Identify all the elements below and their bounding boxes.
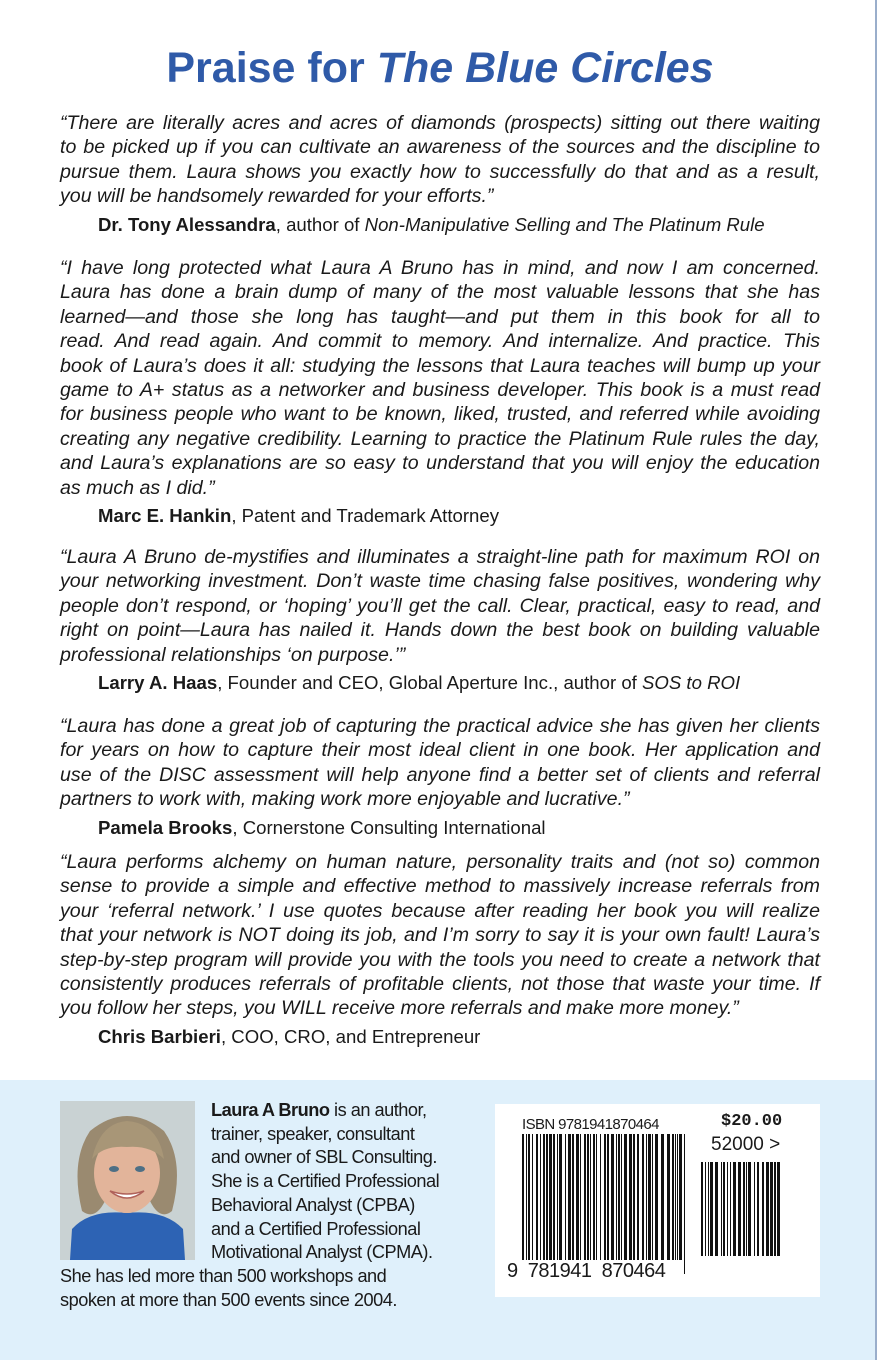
quote-line: creating any negative credibility. Learning to practice the Platinum Rule rules the day, [60, 427, 820, 450]
barcode-bar [723, 1162, 725, 1256]
testimonial-quote [60, 111, 820, 209]
barcode-bar [584, 1134, 586, 1260]
barcode-bar [637, 1134, 639, 1260]
isbn-barcode [522, 1134, 687, 1274]
barcode-bar [629, 1134, 632, 1260]
quote-line: partners to work with, making work more enjoyable and lucrative.” [60, 788, 630, 811]
attribution-name: Dr. Tony Alessandra [98, 213, 276, 235]
quote-line: for business people who want to be known, liked, trusted, and referred while avoiding [60, 403, 820, 426]
barcode-bar [705, 1162, 706, 1256]
quote-line: book of Laura’s does it all: studying the lessons that Laura teaches will bump up your [60, 354, 820, 377]
quote-line: “Laura A Bruno de-mystifies and illuminates a straight-line path for maximum ROI on [60, 546, 820, 568]
barcode-bar [536, 1134, 538, 1260]
attribution-role: , Founder and CEO, Global Aperture Inc., author of [217, 672, 642, 693]
barcode-bar [774, 1162, 776, 1256]
barcode-bar [526, 1134, 527, 1274]
barcode-bar [616, 1134, 617, 1260]
barcode-bar [580, 1134, 581, 1260]
barcode-bar [590, 1134, 591, 1260]
quote-line: your ‘referral network.’ I use quotes because after reading her book you will realize [60, 899, 820, 922]
quote-line: use of the DISC assessment will help anyone find a better set of clients and referral [60, 763, 820, 786]
quote-line: Laura has done a brain dump of many of the most valuable lessons that she has [60, 281, 820, 304]
bio-line: Behavioral Analyst (CPBA) [211, 1194, 415, 1215]
barcode-bar [667, 1134, 670, 1260]
quote-line: professional relationships ‘on purpose.’” [60, 643, 406, 666]
barcode-bar [727, 1162, 728, 1256]
barcode-bar [587, 1134, 589, 1260]
bio-line: and a Certified Professional [211, 1218, 421, 1239]
price-barcode [701, 1162, 783, 1270]
book-title: The Blue Circles [376, 44, 714, 92]
quote-line: people don’t respond, or ‘hoping’ you’ll get the call. Clear, practical, easy to read, and [60, 594, 820, 617]
price: $20.00 [721, 1112, 783, 1131]
barcode-bar [618, 1134, 620, 1260]
barcode-bar [522, 1134, 524, 1274]
barcode-bar [593, 1134, 595, 1260]
page-title [0, 40, 880, 96]
barcode-bar [528, 1134, 530, 1260]
barcode-bar [708, 1162, 709, 1256]
testimonial-quote [60, 850, 820, 1021]
quote-line: “Laura performs alchemy on human nature, personality traits and (not so) common [60, 851, 820, 873]
bio-line: is an author, [329, 1100, 427, 1120]
barcode-bar [572, 1134, 574, 1260]
quote-line: step-by-step program will provide you with the tools you need to create a network that [60, 948, 820, 971]
barcode-bar [762, 1162, 764, 1256]
barcode-bar [710, 1162, 713, 1256]
barcode-bar [540, 1134, 541, 1260]
barcode-bar [557, 1134, 558, 1260]
quote-line: game to A+ status as a networker and business developer. This book is a must read [60, 378, 820, 401]
testimonial-quote [60, 714, 820, 812]
barcode-bar [642, 1134, 644, 1260]
attribution-name: Chris Barbieri [98, 1025, 221, 1047]
attribution-name: Pamela Brooks [98, 816, 233, 838]
quote-line: “I have long protected what Laura A Bruno has in mind, and now I am concerned. [60, 257, 820, 279]
barcode-bar [715, 1162, 718, 1256]
author-bio [211, 1099, 439, 1265]
testimonial-attribution [98, 1025, 480, 1049]
bio-line: spoken at more than 500 events since 2004. [60, 1289, 397, 1310]
attribution-role: , Cornerstone Consulting International [232, 816, 546, 838]
quote-line: consistently produces referrals of profitable clients, not those that waste your time. If [60, 972, 820, 995]
bio-line: She is a Certified Professional [211, 1171, 440, 1192]
cover-edge-line [875, 0, 877, 1360]
barcode-bar [559, 1134, 562, 1260]
barcode-bar [633, 1134, 635, 1260]
barcode-bar [757, 1162, 759, 1256]
barcode-bar [596, 1134, 597, 1260]
quote-line: right on point—Laura has nailed it. Hands down the best book on building valuable [60, 619, 820, 642]
barcode-box [495, 1104, 820, 1297]
author-photo [60, 1101, 195, 1260]
barcode-bar [546, 1134, 548, 1260]
quote-line: and Laura’s explanations are so easy to understand that you will enjoy the education [60, 452, 820, 475]
barcode-bar [646, 1134, 647, 1260]
testimonial-quote [60, 256, 820, 500]
barcode-bar [754, 1162, 755, 1256]
barcode-bar [568, 1134, 571, 1260]
title-prefix: Praise for [166, 44, 377, 92]
barcode-bar [655, 1134, 658, 1260]
barcode-bar [730, 1162, 731, 1256]
author-bio-continued [60, 1265, 397, 1312]
bio-line: trainer, speaker, consultant [211, 1123, 415, 1144]
barcode-bar [766, 1162, 769, 1256]
barcode-bar [553, 1134, 555, 1260]
barcode-bar [743, 1162, 745, 1256]
quote-line: you follow her steps, you WILL receive more referrals and make more money.” [60, 997, 739, 1020]
attribution-role: , author of [275, 213, 365, 235]
barcode-bar [679, 1134, 682, 1260]
attribution-role: , Patent and Trademark Attorney [231, 505, 500, 526]
quote-line: read. And read again. And commit to memory. And internalize. And practice. This [60, 330, 820, 353]
isbn-label: ISBN 9781941870464 [522, 1116, 659, 1133]
quote-line: you will be handsomely rewarded for your efforts.” [60, 185, 494, 208]
attribution-work: SOS to ROI [642, 672, 741, 693]
quote-line: pursue them. Laura shows you exactly how to successfully do that and as a result, [60, 160, 820, 183]
attribution-name: Marc E. Hankin [98, 505, 232, 526]
quote-line: “Laura has done a great job of capturing the practical advice she has given her clients [60, 715, 820, 737]
quote-line: for years on how to capture their most ideal client in one book. Her application and [60, 739, 820, 762]
quote-line: “There are literally acres and acres of diamonds (prospects) sitting out there waiting [60, 112, 820, 134]
barcode-bar [672, 1134, 674, 1260]
barcode-bar [733, 1162, 736, 1256]
barcode-bar [770, 1162, 773, 1256]
quote-line: learned—and those she long has taught—and put them in this book for all to [60, 305, 820, 328]
barcode-bar [748, 1162, 751, 1256]
barcode-bar [576, 1134, 579, 1260]
barcode-bar [549, 1134, 552, 1260]
quote-line: your networking investment. Don’t waste time chasing false positives, wondering why [60, 570, 820, 593]
author-portrait-illustration [60, 1101, 195, 1260]
barcode-bar [721, 1162, 722, 1256]
barcode-bar [652, 1134, 653, 1260]
barcode-bar [604, 1134, 606, 1274]
barcode-bar [621, 1134, 622, 1260]
quote-line: as much as I did.” [60, 476, 215, 499]
attribution-role: , COO, CRO, and Entrepreneur [220, 1025, 481, 1047]
barcode-bar [675, 1134, 676, 1260]
isbn-digits: 9 781941 870464 [507, 1260, 666, 1282]
quote-line: that your network is NOT doing its job, and I’m sorry to say it is your own fault! Laura’s [60, 924, 820, 947]
barcode-bar [648, 1134, 651, 1260]
bio-line: Motivational Analyst (CPMA). [211, 1242, 433, 1263]
testimonial-attribution [98, 213, 765, 237]
barcode-bar [738, 1162, 741, 1256]
barcode-bar [607, 1134, 609, 1274]
attribution-name: Larry A. Haas [98, 672, 218, 693]
bio-line: She has led more than 500 workshops and [60, 1266, 387, 1286]
barcode-bar [543, 1134, 545, 1260]
quote-line: sense to provide a simple and effective method to massively increase referrals from [60, 875, 820, 898]
barcode-bar [661, 1134, 664, 1260]
author-name: Laura A Bruno [211, 1100, 330, 1120]
barcode-bar [624, 1134, 627, 1260]
barcode-bar [684, 1134, 685, 1274]
testimonial-attribution [98, 816, 546, 840]
barcode-bar [611, 1134, 614, 1260]
testimonial-attribution [98, 504, 499, 528]
testimonial-quote [60, 545, 820, 667]
price-code: 52000 > [711, 1134, 781, 1155]
barcode-bar [746, 1162, 747, 1256]
testimonial-attribution [98, 671, 740, 695]
barcode-bar [701, 1162, 703, 1256]
quote-line: to be picked up if you can cultivate an awareness of the sources and the discipline to [60, 136, 820, 159]
barcode-bar [677, 1134, 678, 1260]
attribution-work: Non-Manipulative Selling and The Platinum Rule [364, 213, 765, 235]
barcode-bar [565, 1134, 566, 1260]
barcode-bar [532, 1134, 533, 1260]
barcode-bar [600, 1134, 601, 1260]
bio-line: and owner of SBL Consulting. [211, 1147, 437, 1168]
barcode-bar [777, 1162, 780, 1256]
